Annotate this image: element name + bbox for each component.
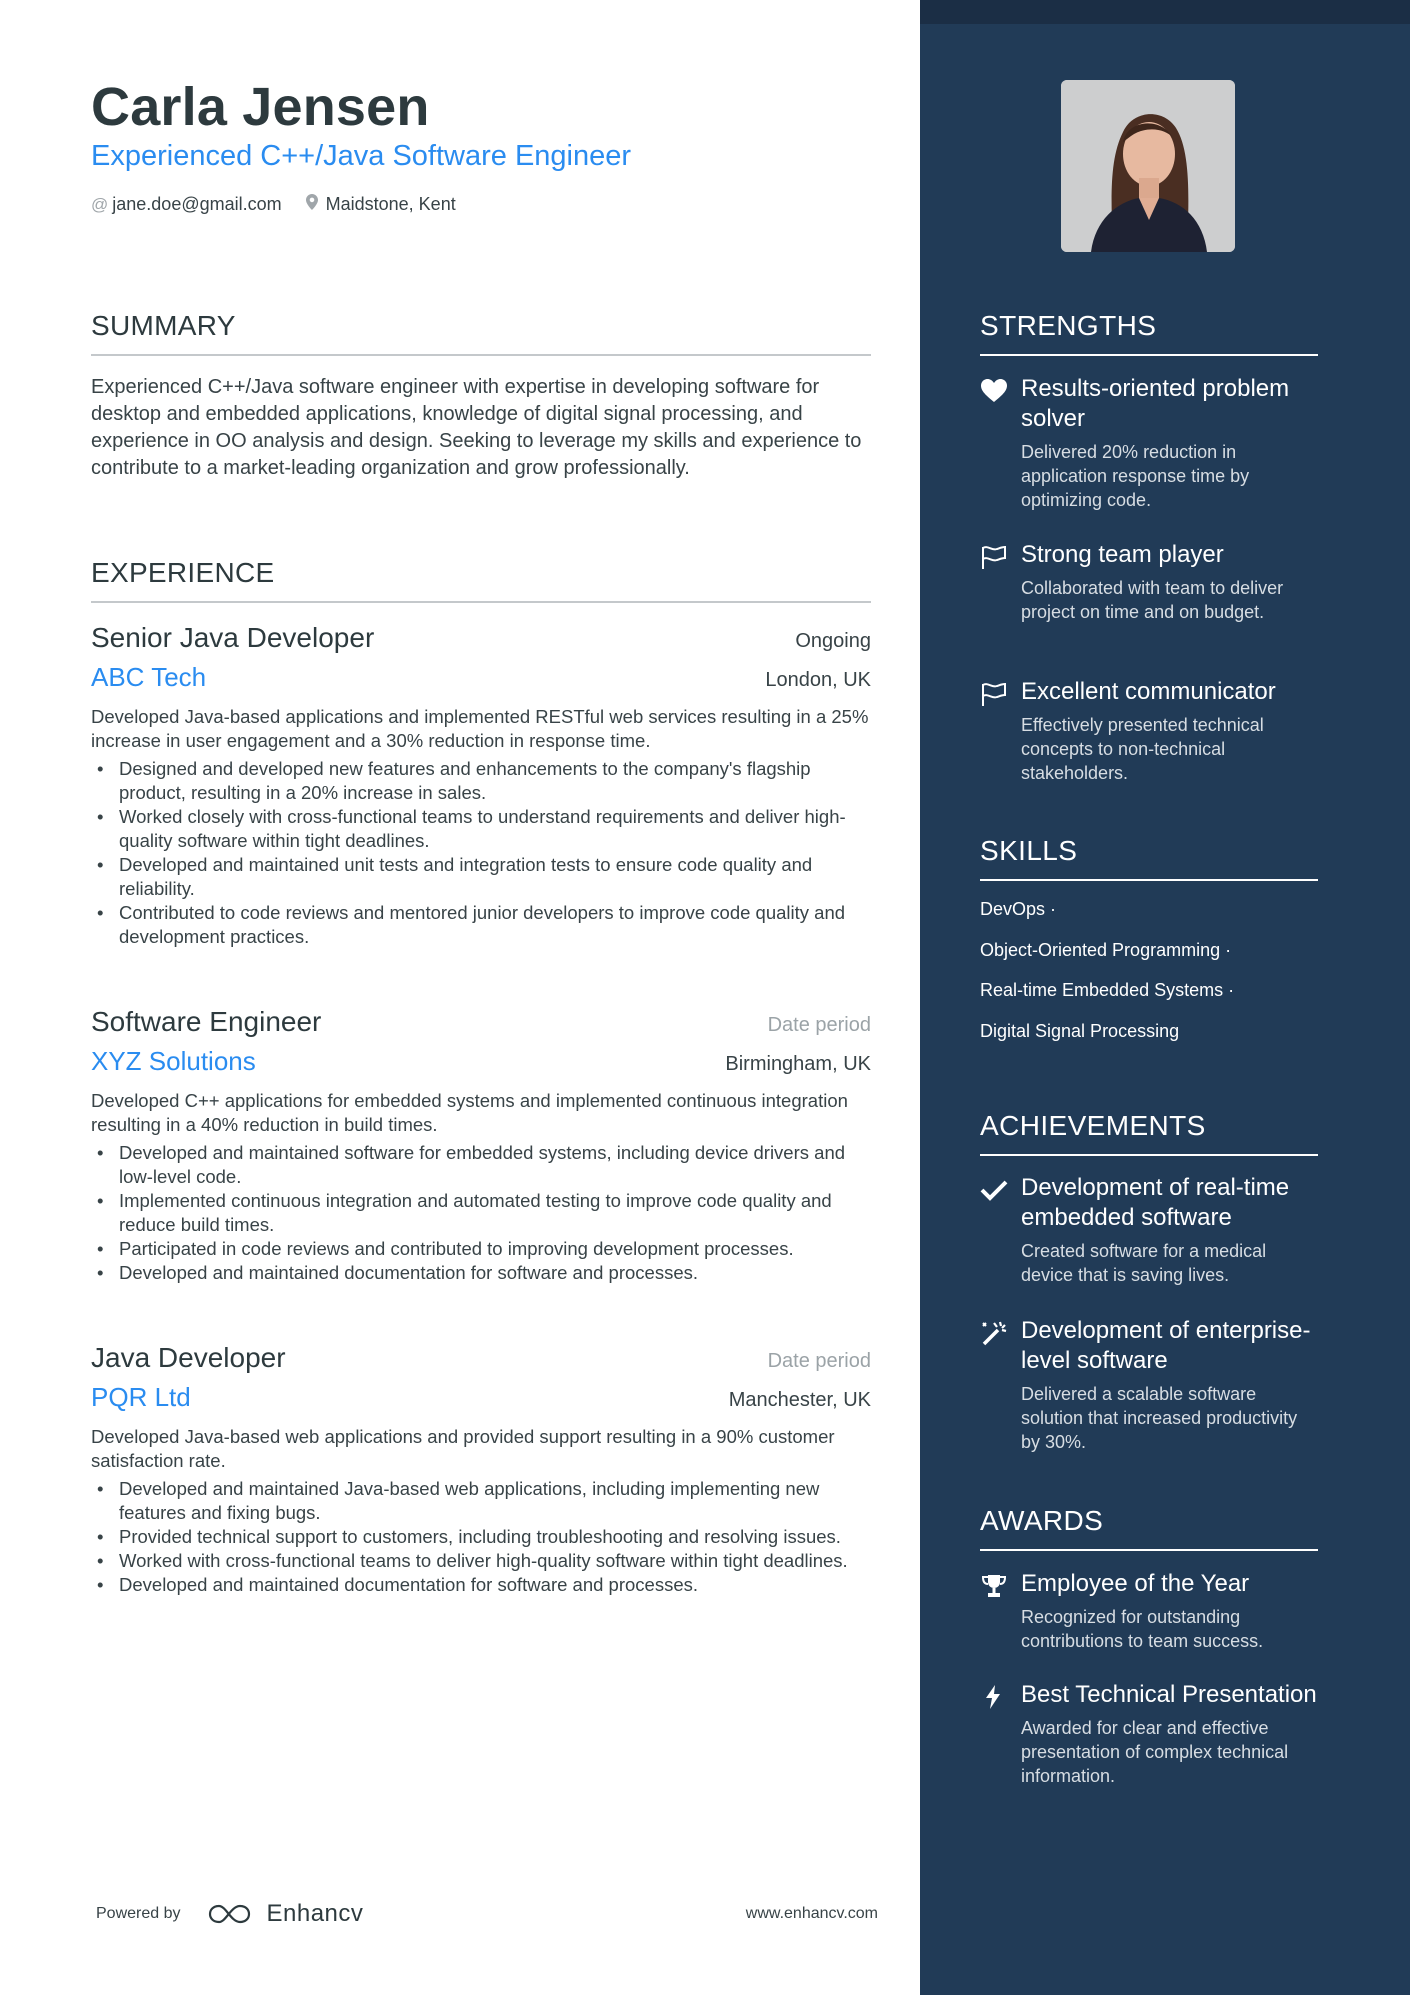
powered-by-label: Powered by <box>96 1905 181 1922</box>
strength-title: Strong team player <box>1021 541 1224 568</box>
at-icon: @ <box>91 194 109 214</box>
award-item <box>980 1569 1320 1653</box>
job-company: PQR Ltd <box>91 1382 191 1412</box>
achievement-title: Development of real-time embedded software <box>1021 1174 1290 1231</box>
job-bullet: • Contributed to code reviews and mentored junior developers to improve code quality and development practices. <box>91 901 871 949</box>
footer <box>96 1900 878 1928</box>
job-bullet: • Provided technical support to customers, including troubleshooting and resolving issues. <box>91 1525 871 1549</box>
job-description: Developed Java-based applications and implemented RESTful web services resulting in a 25% increase in user engagement and a 30% reduction in response time. <box>91 706 869 751</box>
powered-by <box>96 1900 363 1928</box>
awards-heading: AWARDS <box>980 1505 1318 1551</box>
job-location: Birmingham, UK <box>725 1053 871 1075</box>
strength-desc: Effectively presented technical concepts to non-technical stakeholders. <box>1021 715 1264 783</box>
portrait-icon <box>1061 80 1235 252</box>
job-entry <box>91 1342 871 1597</box>
infinity-logo-icon <box>207 1902 255 1926</box>
award-title: Employee of the Year <box>1021 1570 1250 1597</box>
flag-icon <box>980 544 1010 570</box>
job-bullet: • Developed and maintained software for embedded systems, including device drivers and low-level code. <box>91 1141 871 1189</box>
lightning-icon <box>980 1684 1010 1710</box>
summary-text: Experienced C++/Java software engineer with expertise in developing software for desktop and embedded applications, knowledge of digital signal processing, and experience in OO analysis and design. Seeking to leverage my skills and experience to contribute to a market-leading organization and grow professionally. <box>91 376 862 479</box>
job-bullet: • Worked closely with cross-functional teams to understand requirements and deliver high-quality software within tight deadlines. <box>91 805 871 853</box>
job-entry <box>91 622 871 949</box>
job-bullets <box>91 1141 871 1285</box>
brand-name: Enhancv <box>266 1900 364 1927</box>
award-title: Best Technical Presentation <box>1021 1681 1317 1708</box>
award-desc: Awarded for clear and effective presentation of complex technical information. <box>1021 1718 1289 1786</box>
job-title: Software Engineer <box>91 1006 322 1037</box>
skill-item: DevOps · <box>980 899 1057 919</box>
job-bullet: • Developed and maintained documentation for software and processes. <box>91 1261 871 1285</box>
job-company: ABC Tech <box>91 662 207 692</box>
email-text: jane.doe@gmail.com <box>112 194 282 214</box>
strength-title: Results-oriented problem solver <box>1021 375 1290 432</box>
check-icon <box>980 1177 1010 1203</box>
job-bullet: • Implemented continuous integration and automated testing to improve code quality and reduce build times. <box>91 1189 871 1237</box>
job-bullet: • Developed and maintained Java-based web applications, including implementing new features and fixing bugs. <box>91 1477 871 1525</box>
job-description: Developed C++ applications for embedded systems and implemented continuous integration resulting in a 40% reduction in build times. <box>91 1090 848 1135</box>
job-company: XYZ Solutions <box>91 1046 256 1076</box>
strength-item <box>980 677 1320 785</box>
achievements-heading: ACHIEVEMENTS <box>980 1110 1318 1156</box>
sidebar-top-bar <box>920 0 1410 24</box>
job-bullet: • Developed and maintained unit tests and integration tests to ensure code quality and reliability. <box>91 853 871 901</box>
strengths-heading: STRENGTHS <box>980 310 1318 356</box>
job-location: London, UK <box>765 669 871 691</box>
experience-heading: EXPERIENCE <box>91 557 871 603</box>
contact-info <box>91 194 480 215</box>
job-bullets <box>91 1477 871 1597</box>
strength-desc: Collaborated with team to deliver project on time and on budget. <box>1021 578 1284 622</box>
achievement-item <box>980 1316 1320 1454</box>
job-entry <box>91 1006 871 1285</box>
location-pin-icon <box>306 194 318 215</box>
location-contact <box>306 194 456 215</box>
job-bullets <box>91 757 871 949</box>
achievement-desc: Created software for a medical device that is saving lives. <box>1021 1241 1267 1285</box>
strength-item <box>980 540 1320 624</box>
job-title: Java Developer <box>91 1342 286 1373</box>
strength-desc: Delivered 20% reduction in application response time by optimizing code. <box>1021 442 1250 510</box>
achievement-desc: Delivered a scalable software solution that increased productivity by 30%. <box>1021 1384 1298 1452</box>
profile-photo <box>1061 80 1235 252</box>
job-bullet: • Designed and developed new features and enhancements to the company's flagship product, resulting in a 20% increase in sales. <box>91 757 871 805</box>
job-title: Senior Java Developer <box>91 622 375 653</box>
summary-heading: SUMMARY <box>91 310 871 356</box>
skill-item: Object-Oriented Programming · <box>980 940 1232 960</box>
email-contact[interactable] <box>91 194 282 215</box>
job-description: Developed Java-based web applications and provided support resulting in a 90% customer satisfaction rate. <box>91 1426 835 1471</box>
skill-item: Real-time Embedded Systems · <box>980 980 1235 1000</box>
award-desc: Recognized for outstanding contributions to team success. <box>1021 1607 1264 1651</box>
job-date: Ongoing <box>795 630 871 652</box>
job-bullet: • Developed and maintained documentation for software and processes. <box>91 1573 871 1597</box>
flag-icon <box>980 681 1010 707</box>
location-text: Maidstone, Kent <box>325 194 456 214</box>
award-item <box>980 1680 1320 1788</box>
enhancv-logo[interactable] <box>207 1900 364 1928</box>
job-date: Date period <box>767 1350 871 1372</box>
candidate-name: Carla Jensen <box>91 77 430 137</box>
candidate-title: Experienced C++/Java Software Engineer <box>91 140 632 172</box>
website-link[interactable]: www.enhancv.com <box>745 1905 878 1922</box>
strength-item <box>980 374 1320 512</box>
heart-icon <box>980 378 1010 404</box>
skills-heading: SKILLS <box>980 835 1318 881</box>
job-date: Date period <box>767 1014 871 1036</box>
job-location: Manchester, UK <box>728 1389 871 1411</box>
job-bullet: • Participated in code reviews and contributed to improving development processes. <box>91 1237 871 1261</box>
job-bullet: • Worked with cross-functional teams to deliver high-quality software within tight deadlines. <box>91 1549 871 1573</box>
trophy-icon <box>980 1573 1010 1599</box>
magic-wand-icon <box>980 1320 1010 1346</box>
achievement-title: Development of enterprise-level software <box>1021 1317 1311 1374</box>
skill-item: Digital Signal Processing <box>980 1021 1180 1041</box>
achievement-item <box>980 1173 1320 1287</box>
strength-title: Excellent communicator <box>1021 678 1276 705</box>
